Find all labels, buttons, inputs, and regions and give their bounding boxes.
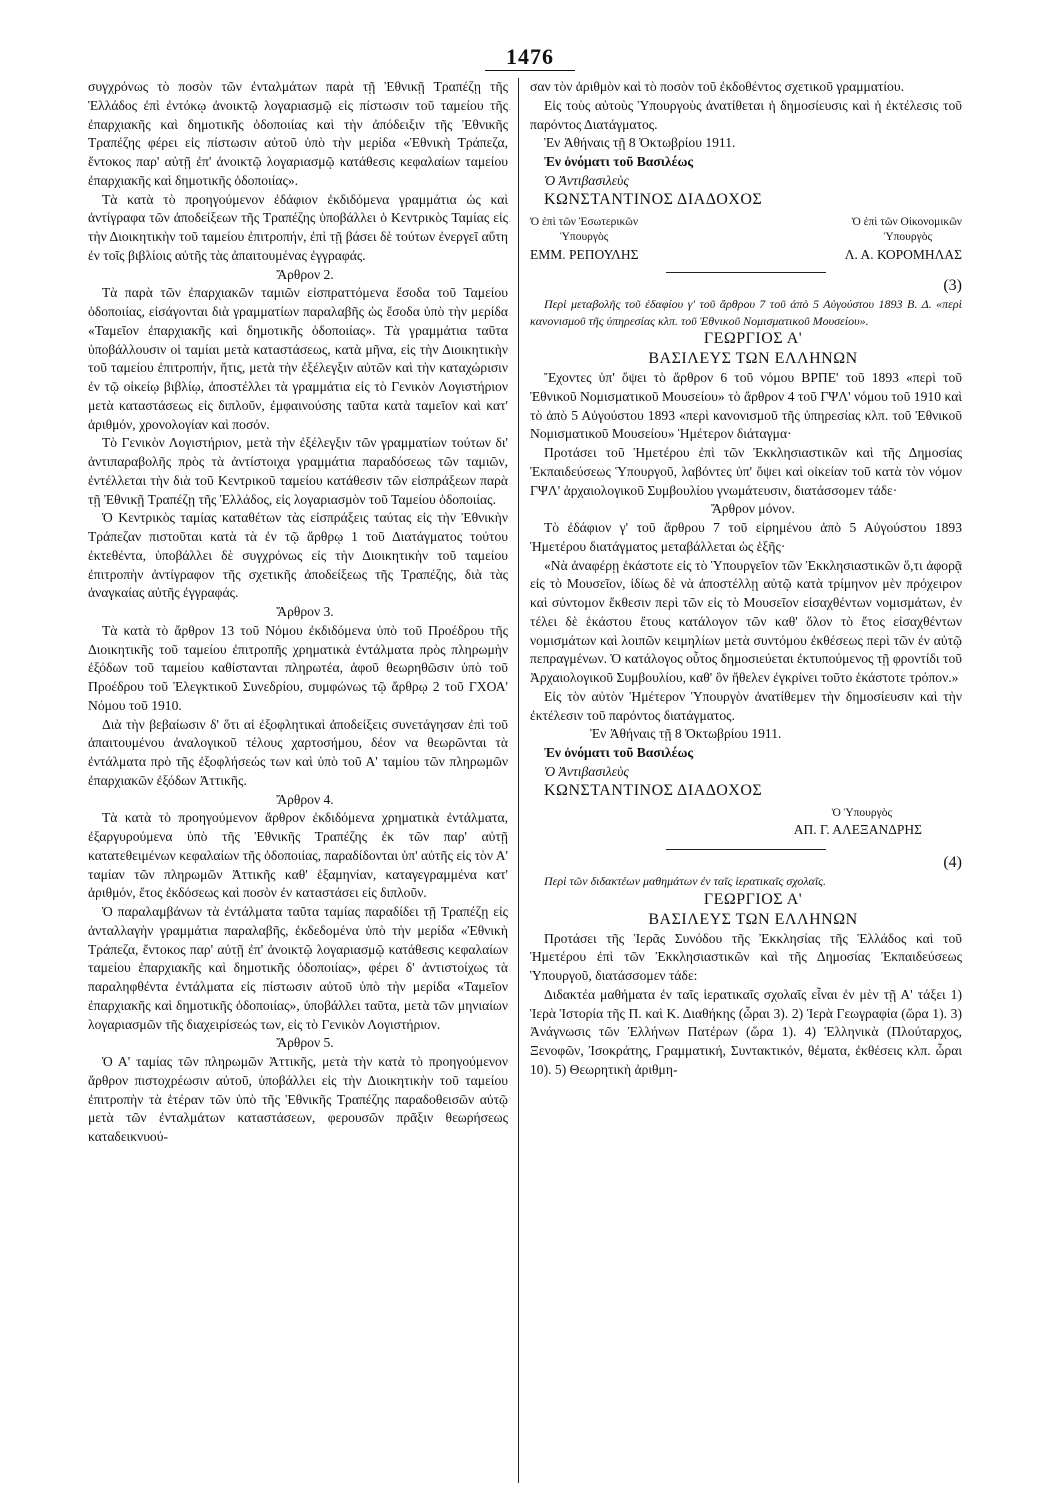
decree-caption: Περὶ μεταβολῆς τοῦ ἐδαφίου γ' τοῦ ἄρθρου 7 τοῦ ἀπὸ 5 Αὐγούστου 1893 Β. Δ. «περὶ κανονισμοῦ τῆς ὑπηρεσίας κλπ. τοῦ Ἐθνικοῦ Νομισματικοῦ Μουσείου».: [530, 297, 962, 328]
king-title: ΒΑΣΙΛΕΥΣ ΤΩΝ ΕΛΛΗΝΩΝ: [648, 910, 858, 928]
finance-minister-signature: [755, 215, 962, 262]
article-heading-5: Ἄρθρον 5.: [276, 1035, 334, 1051]
paragraph: «Νὰ ἀναφέρῃ ἑκάστοτε εἰς τὸ Ὑπουργεῖον τῶν Ἐκκλησιαστικῶν ὅ,τι ἀφορᾷ εἰς τὸ Μουσεῖον, ἰδίως δὲ νὰ ἀποστέλλῃ αὐτῷ κατὰ τρίμηνον μὲν πρόχειρον καὶ σύντομον ἔκθεσιν περὶ τῶν εἰς τὸ Μουσεῖον εἰσαχθέντων νομισμάτων, ἐν τέλει δὲ ἑκάστου ἔτους κατάλογον τῶν καθ' ὅλον τὸ ἔτος εἰσαχθέντων νομισμάτων καὶ λοιπῶν κειμηλίων μετὰ συντόμου ἐκθέσεως περὶ τῶν ἐν αὐτῷ πεπραγμένων. Ὁ κατάλογος οὗτος δημοσιεύεται ἐκτυπούμενος τῇ φροντίδι τοῦ Ἀρχαιολογικοῦ Συμβουλίου, καθ' ὃν ἤθελεν ἐγκρίνει τοῦτο ἑκάστοτε τρόπον.»: [530, 557, 962, 685]
paragraph: Ὁ Κεντρικὸς ταμίας καταθέτων τὰς εἰσπράξεις ταύτας εἰς τὴν Ἐθνικὴν Τράπεζαν πιστοῦται κατὰ τὰ ἐν τῷ ἄρθρῳ 1 τοῦ Διατάγματος τούτου ἐκτεθέντα, ὑποβάλλει δὲ συγχρόνως εἰς τὴν Διοικητικὴν τοῦ ταμείου ἐπιτροπὴν ἀντίγραφον τῆς σχετικῆς ἀποδείξεως τῆς Τραπέζης, διὰ τὰς ἀναγκαίας αὐτῆς ἐγγραφάς.: [88, 510, 508, 601]
minister-title: Ὁ ἐπὶ τῶν Οἰκονομικῶν: [851, 216, 962, 229]
paragraph: Τὰ κατὰ τὸ προηγούμενον ἐδάφιον ἐκδιδόμενα γραμμάτια ὡς καὶ ἀντίγραφα τῶν ἀποδείξεων τῆς Τραπέζης ὑποβάλλει ὁ Κεντρικὸς Ταμίας εἰς τὴν Διοικητικὴν τοῦ ταμείου ἐπιτροπήν, ἐπὶ τῇ βάσει δὲ τούτων ἐνεργεῖ αὕτη ἐν τοῖς βιβλίοις αὐτῆς τὰς ἀπαιτουμένας ἐγγραφάς.: [88, 191, 508, 263]
minister-name: ΑΠ. Γ. ΑΛΕΞΑΝΔΡΗΣ: [793, 822, 922, 838]
minister-name: ΕΜΜ. ΡΕΠΟΥΛΗΣ: [530, 247, 639, 263]
paragraph: Ὁ παραλαμβάνων τὰ ἐντάλματα ταῦτα ταμίας παραδίδει τῇ Τραπέζῃ εἰς ἀνταλλαγὴν γραμμάτια παραλαβῆς, ἐκδεδομένα ὑπὸ τὴν μερίδα «Ἐθνικὴ Τράπεζα, ἔντοκος παρ' αὐτῇ ἐπ' ἀνοικτῷ λογαριασμῷ κατάθεσις κεφαλαίων ταμείου ἐπαρχιακῆς καὶ δημοτικῆς ὁδοποιίας», φέρει δ' ἀντιστοίχως τὰ παραληφθέντα ἐντάλματα εἰς πίστωσιν αὐτοῦ ὑπὸ τὴν μερίδα «Ταμεῖον ἐπαρχιακῆς καὶ δημοτικῆς ὁδοποιίας», ὑποβάλλει ταῦτα, μετὰ τῶν μηνιαίων λογαριασμῶν τῆς διαχειρίσεώς των, εἰς τὸ Γενικὸν Λογιστήριον.: [88, 904, 508, 1032]
king-name: ΓΕΩΡΓΙΟΣ Α': [703, 890, 803, 908]
article-heading-4: Ἄρθρον 4.: [276, 791, 334, 807]
king-name: ΓΕΩΡΓΙΟΣ Α': [703, 330, 803, 347]
section-separator: [666, 272, 826, 273]
column-divider: [518, 78, 519, 1483]
paragraph: Τὰ κατὰ τὸ ἄρθρον 13 τοῦ Νόμου ἐκδιδόμενα ὑπὸ τοῦ Προέδρου τῆς Διοικητικῆς τοῦ ταμείου ἐπιτροπῆς χρηματικὰ ἐντάλματα πρὸς πληρωμὴν ἐξόδων τοῦ ταμείου καθίστανται πληρωτέα, ἀφοῦ θεωρηθῶσιν ὑπὸ τοῦ Προέδρου τοῦ Ἐλεγκτικοῦ Συνεδρίου, συμφώνως τῷ ἄρθρῳ 2 τοῦ ΓΧΟΑ' Νόμου τοῦ 1910.: [88, 622, 508, 713]
viceroy-title: Ὁ Ἀντιβασιλεὺς: [544, 763, 629, 779]
paragraph: Προτάσει τοῦ Ἡμετέρου ἐπὶ τῶν Ἐκκλησιαστικῶν καὶ τῆς Δημοσίας Ἐκπαιδεύσεως Ὑπουργοῦ, λαβόντες ὑπ' ὄψει καὶ οἰκείαν τοῦ κατὰ τὸν νόμον ΓΨΛ' ἀρχαιολογικοῦ Συμβουλίου γνωμάτευσιν, διατάσσομεν τάδε·: [530, 445, 962, 498]
paragraph: Προτάσει τῆς Ἱερᾶς Συνόδου τῆς Ἐκκλησίας τῆς Ἑλλάδος καὶ τοῦ Ἡμετέρου ἐπὶ τῶν Ἐκκλησιαστικῶν καὶ τῆς Δημοσίας Ἐκπαιδεύσεως Ὑπουργοῦ, διατάσσομεν τάδε:: [530, 930, 962, 983]
heir-signature: ΚΩΝΣΤΑΝΤΙΝΟΣ ΔΙΑΔΟΧΟΣ: [544, 781, 763, 799]
viceroy-title: Ὁ Ἀντιβασιλεὺς: [544, 172, 629, 188]
page-number-rule: [485, 70, 575, 71]
paragraph: Ὁ Α' ταμίας τῶν πληρωμῶν Ἀττικῆς, μετὰ τὴν κατὰ τὸ προηγούμενον ἄρθρον πιστοχρέωσιν αὐτοῦ, ὑποβάλλει εἰς τὴν Διοικητικὴν τοῦ ταμείου ἐπιτροπὴν τὰ ἑτέραν τῶν ὑπὸ τῆς Ἐθνικῆς Τραπέζης παραδοθεισῶν αὐτῷ μετὰ τῶν ἐνταλμάτων καταστάσεων, φερουσῶν πρᾶξιν θεωρήσεως καταδεικνυού-: [88, 1054, 508, 1144]
minister-role: Ὑπουργὸς: [560, 231, 609, 244]
paragraph: συγχρόνως τὸ ποσὸν τῶν ἐνταλμάτων παρὰ τῇ Ἐθνικῇ Τραπέζῃ τῆς Ἑλλάδος ἐπὶ ἐντόκῳ ἀνοικτῷ λογαριασμῷ εἰς πίστωσιν τοῦ ταμείου τῆς ἐπαρχιακῆς καὶ δημοτικῆς ὁδοποιίας καὶ τὴν ἀπόδειξιν τῆς Ἐθνικῆς Τραπέζης φέρει εἰς πίστωσιν αὐτοῦ ὑπὸ τὴν μερίδα «Ἐθνικὴ Τράπεζα, ἔντοκος παρ' αὐτῇ ἐπ' ἀνοικτῷ λογαριασμῷ κατάθεσις κεφαλαίων ταμείου ἐπαρχιακῆς καὶ δημοτικῆς ὁδοποιίας».: [88, 79, 508, 188]
decree-caption: Περὶ τῶν διδακτέων μαθημάτων ἐν ταῖς ἱερατικαῖς σχολαῖς.: [544, 874, 827, 888]
heir-signature: ΚΩΝΣΤΑΝΤΙΝΟΣ ΔΙΑΔΟΧΟΣ: [544, 190, 763, 208]
left-column: [88, 78, 508, 1147]
right-column: [530, 78, 962, 1080]
paragraph: Διὰ τὴν βεβαίωσιν δ' ὅτι αἱ ἐξοφλητικαὶ ἀποδείξεις συνετάγησαν ἐπὶ τοῦ ἀπαιτουμένου ἀναλογικοῦ τέλους χαρτοσήμου, δέον να θεωρῶνται τὰ ἐντάλματα πρὸ τῆς ἐξοφλήσεώς των καὶ ὑπὸ τοῦ Α' ταμίου τῶν πληρωμῶν ἐπαρχιακῶν ἐξόδων Ἀττικῆς.: [88, 716, 508, 788]
paragraph: Διδακτέα μαθήματα ἐν ταῖς ἱερατικαῖς σχολαῖς εἶναι ἐν μὲν τῇ Α' τάξει 1) Ἱερὰ Ἱστορία τῆς Π. καὶ Κ. Διαθήκης (ὧραι 3). 2) Ἱερὰ Γεωγραφία (ὥρα 1). 3) Ἀνάγνωσις τῶν Ἐλλήνων Πατέρων (ὥρα 1). 4) Ἑλληνικὰ (Πλούταρχος, Ξενοφῶν, Ἰσοκράτης, Γραμματική, Συντακτικόν, θέματα, ἐκθέσεις κλπ. ὧραι 10). 5) Θεωρητικὴ ἀριθμη-: [530, 986, 962, 1077]
paragraph: Ἔχοντες ὑπ' ὄψει τὸ ἄρθρον 6 τοῦ νόμου ΒΡΠΕ' τοῦ 1893 «περὶ τοῦ Ἐθνικοῦ Νομισματικοῦ Μουσείου» τὸ ἄρθρον 4 τοῦ ΓΨΛ' νόμου τοῦ 1910 καὶ τὸ ἀπὸ 5 Αὐγούστου 1893 «περὶ κανονισμοῦ τῆς ὑπηρεσίας κλπ. τοῦ Ἐθνικοῦ Νομισματικοῦ Μουσείου» Ἡμέτερον διάταγμα·: [530, 370, 962, 442]
article-heading-2: Ἄρθρον 2.: [276, 266, 334, 282]
decree-date: Ἐν Ἀθήναις τῇ 8 Ὀκτωβρίου 1911.: [544, 135, 736, 151]
ministers-signatures: [530, 215, 962, 262]
king-title: ΒΑΣΙΛΕΥΣ ΤΩΝ ΕΛΛΗΝΩΝ: [648, 350, 858, 367]
paragraph: Τὸ Γενικὸν Λογιστήριον, μετὰ τὴν ἐξέλεγξιν τῶν γραμματίων τούτων δι' ἀντιπαραβολῆς πρὸς τὰ ἀντίστοιχα γραμμάτια παραδόσεως τῶν ταμιῶν, ἐντέλλεται τὴν διὰ τοῦ Κεντρικοῦ ταμείου κατάθεσιν τῶν εἰσπράξεων παρὰ τῇ Ἐθνικῇ Τραπέζῃ τῆς Ἑλλάδος, εἰς λογαριασμὸν τοῦ Ταμείου ὁδοποιίας.: [88, 435, 508, 507]
decree-date: Ἐν Ἀθήναις τῇ 8 Ὀκτωβρίου 1911.: [590, 726, 782, 742]
in-name-of-king: Ἐν ὀνόματι τοῦ Βασιλέως: [544, 745, 694, 760]
paragraph: Εἰς τὸν αὐτὸν Ἡμέτερον Ὑπουργὸν ἀνατίθεμεν τὴν δημοσίευσιν καὶ τὴν ἐκτέλεσιν τοῦ παρόντος διατάγματος.: [530, 688, 962, 723]
paragraph: Τὰ παρὰ τῶν ἐπαρχιακῶν ταμιῶν εἰσπραττόμενα ἔσοδα τοῦ Ταμείου ὁδοποιίας, εἰσάγονται διὰ γραμματίων παραλαβῆς ὡς ἔσοδα ὑπὸ τὴν μερίδα «Ταμεῖον ἐπαρχιακῆς καὶ δημοτικῆς ὁδοποιίας». Τὰ γραμμάτια ταῦτα ὑποβάλλουσιν οἱ ταμίαι μετὰ καταστάσεως, κατὰ μῆνα, εἰς τὴν Διοικητικὴν τοῦ ταμείου ἐπιτροπήν, ἥτις, μετὰ τὴν ἐξέλεγξιν αὐτῶν καὶ τὴν καταχώρισιν ἐν τῷ οἰκείῳ βιβλίῳ, ἀποστέλλει τὰ γραμμάτια εἰς τὸ Γενικὸν Λογιστήριον μετὰ καταστάσεως εἰς διπλοῦν, ἐμφαινούσης ταῦτα κατὰ ταμεῖον καὶ κατ' ἀριθμόν, χρονολογίαν καὶ ποσόν.: [88, 285, 508, 432]
section-number: (3): [943, 277, 962, 295]
minister-title: Ὁ Ὑπουργὸς: [831, 807, 892, 820]
minister-title: Ὁ ἐπὶ τῶν Ἐσωτερικῶν: [530, 216, 639, 229]
paragraph: σαν τὸν ἀριθμὸν καὶ τὸ ποσὸν τοῦ ἐκδοθέντος σχετικοῦ γραμματίου.: [530, 79, 904, 94]
minister-name: Λ. Α. ΚΟΡΟΜΗΛΑΣ: [844, 247, 962, 263]
in-name-of-king: Ἐν ὀνόματι τοῦ Βασιλέως: [544, 154, 694, 169]
article-heading-3: Ἄρθρον 3.: [276, 604, 334, 619]
paragraph: Εἰς τοὺς αὐτοὺς Ὑπουργοὺς ἀνατίθεται ἡ δημοσίευσις καὶ ἡ ἐκτέλεσις τοῦ παρόντος Διατάγματος.: [530, 97, 962, 132]
page-number: 1476: [506, 44, 554, 69]
section-separator: [666, 849, 826, 850]
section-number: (4): [943, 854, 962, 872]
paragraph: Τὸ ἐδάφιον γ' τοῦ ἄρθρου 7 τοῦ εἰρημένου ἀπὸ 5 Αὐγούστου 1893 Ἡμετέρου διατάγματος μεταβάλλεται ὡς ἑξῆς·: [530, 520, 962, 554]
article-heading-only: Ἄρθρον μόνον.: [711, 501, 795, 517]
minister-role: Ὑπουργὸς: [883, 231, 932, 244]
paragraph: Τὰ κατὰ τὸ προηγούμενον ἄρθρον ἐκδιδόμενα χρηματικὰ ἐντάλματα, ἐξαργυρούμενα ὑπὸ τῆς Ἐθνικῆς Τραπέζης ἐκ τῶν παρ' αὐτῇ κατατεθειμένων κεφαλαίων τῆς ὁδοποιίας, παραδίδονται ὑπ' αὐτῆς εἰς τὸν Α' ταμίαν τῶν πληρωμῶν Ἀττικῆς καθ' ἑξαμηνίαν, καταγεγραμμένα κατ' ἀριθμόν, ἔτος ἐκδόσεως καὶ ποσὸν ἐν καταστάσει εἰς διπλοῦν.: [88, 810, 508, 901]
interior-minister-signature: [530, 215, 737, 262]
